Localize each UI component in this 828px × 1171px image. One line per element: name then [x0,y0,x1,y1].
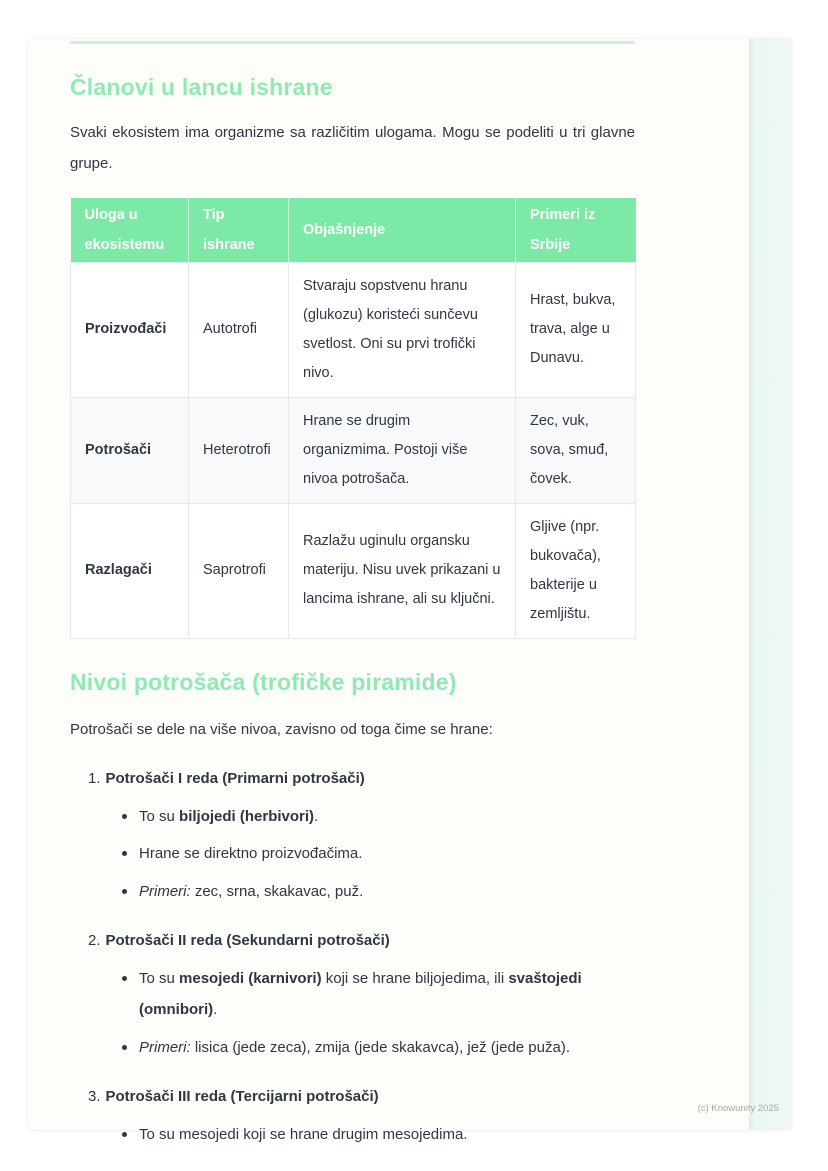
table-cell-role: Proizvođači [71,262,189,397]
table-cell-explanation: Razlažu uginulu organsku materiju. Nisu uvek prikazani u lancima ishrane, ali su ključni. [289,503,516,638]
section-title-clanovi: Članovi u lancu ishrane [70,74,333,100]
bullet-item: To su mesojedi koji se hrane drugim mesojedima. [122,1119,622,1151]
bullet-item: Hrane se direktno proizvođačima. [122,838,622,870]
bullet-dot-icon [122,1045,127,1050]
table-header-primeri: Primeri iz Srbije [516,198,636,263]
section2-intro-paragraph: Potrošači se dele na više nivoa, zavisno od toga čime se hrane: [70,720,493,738]
list-item-heading [70,925,635,957]
table-row-potrosaci [71,397,636,503]
list-item-title: Potrošači III reda (Tercijarni potrošači) [105,1088,379,1106]
list-item-heading [70,1081,635,1113]
list-item-level-2 [70,925,635,1063]
table-cell-examples: Hrast, bukva, trava, alge u Dunavu. [516,262,636,397]
list-item-level-3 [70,1081,635,1150]
document-page [28,38,792,1143]
bullet-list [122,1119,635,1151]
table-cell-type: Saprotrofi [189,503,289,638]
bullet-dot-icon [122,814,127,819]
list-item-number: 3. [88,1088,101,1106]
section-title-nivoi: Nivoi potrošača (trofičke piramide) [70,668,457,695]
list-item-number: 1. [88,770,101,788]
table-cell-type: Autotrofi [189,262,289,397]
consumer-levels-list [70,763,635,1150]
table-row-proizvodjaci [71,262,636,397]
list-item-heading [70,763,635,795]
bullet-dot-icon [122,1132,127,1137]
table-cell-role: Razlagači [71,503,189,638]
table-cell-type: Heterotrofi [189,397,289,503]
list-item-title: Potrošači I reda (Primarni potrošači) [105,770,365,788]
bullet-list [122,801,635,908]
bullet-dot-icon [122,851,127,856]
table-cell-examples: Zec, vuk, sova, smuđ, čovek. [516,397,636,503]
table-header-objasnjenje: Objašnjenje [289,198,516,263]
list-item-title: Potrošači II reda (Sekundarni potrošači) [105,932,390,950]
list-item-level-1 [70,763,635,907]
food-chain-roles-table [70,198,636,639]
section1-intro-paragraph: Svaki ekosistem ima organizme sa različitim ulogama. Mogu se podeliti u tri glavne grupe. [70,123,635,173]
bullet-dot-icon [122,889,127,894]
bullet-item: To su biljojedi (herbivori). [122,801,622,833]
table-cell-examples: Gljive (npr. bukovača), bakterije u zemljištu. [516,503,636,638]
bullet-list [122,963,635,1064]
list-item-number: 2. [88,932,101,950]
table-cell-explanation: Stvaraju sopstvenu hranu (glukozu) koristeći sunčevu svetlost. Oni su prvi trofički nivo. [289,262,516,397]
page-edge-strip [749,38,792,1130]
footer-credit: (c) Knowunity 2025 [697,1103,779,1114]
table-header-uloga: Uloga u ekosistemu [71,198,189,263]
table-cell-role: Potrošači [71,397,189,503]
table-header-row [71,198,636,263]
table-header-tip: Tip ishrane [189,198,289,263]
page-content [28,38,635,1150]
section-divider-rule [70,41,635,44]
table-row-razlagaci [71,503,636,638]
bullet-item: To su mesojedi (karnivori) koji se hrane biljojedima, ili svaštojedi (omnibori). [122,963,622,1026]
bullet-item: Primeri: lisica (jede zeca), zmija (jede skakavca), jež (jede puža). [122,1032,622,1064]
bullet-dot-icon [122,976,127,981]
table-cell-explanation: Hrane se drugim organizmima. Postoji više nivoa potrošača. [289,397,516,503]
bullet-item: Primeri: zec, srna, skakavac, puž. [122,876,622,908]
